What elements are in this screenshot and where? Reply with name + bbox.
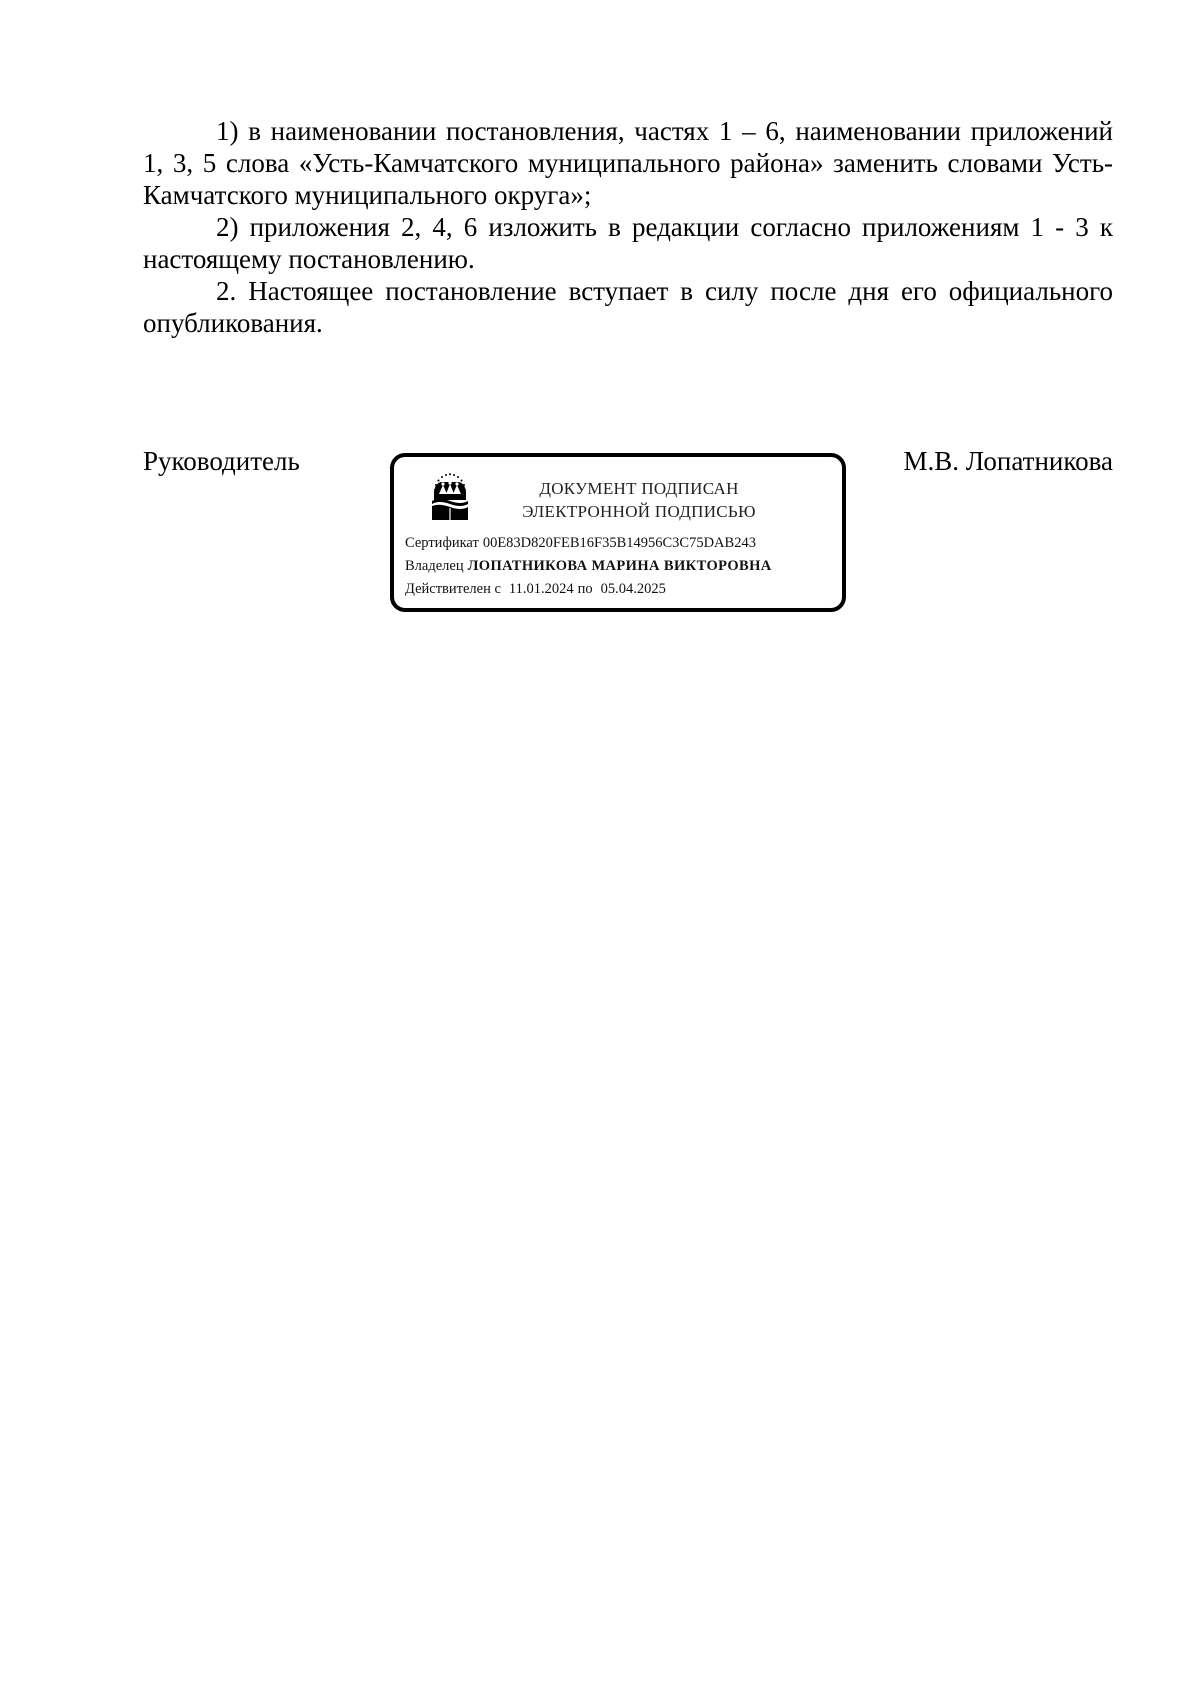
stamp-validity-row — [405, 578, 835, 601]
paragraph-item-1: 1) в наименовании постановления, частях 1 – 6, наименовании приложений 1, 3, 5 слова «Усть-Камчатского муниципального района» заменить словами Усть-Камчатского муниципального округа»; — [143, 116, 1113, 210]
certificate-value: 00E83D820FEB16F35B14956C3C75DAB243 — [482, 535, 756, 551]
paragraph-clause-2: 2. Настоящее постановление вступает в силу после дня его официального опубликования. — [143, 276, 1113, 338]
stamp-details — [405, 532, 835, 601]
valid-to: 05.04.2025 — [600, 581, 666, 597]
electronic-signature-stamp — [390, 453, 846, 612]
owner-label: Владелец — [405, 558, 464, 574]
valid-label: Действителен с — [405, 581, 501, 597]
document-body — [143, 115, 1113, 339]
stamp-certificate-row — [405, 532, 835, 555]
paragraph-item-2: 2) приложения 2, 4, 6 изложить в редакции согласно приложениям 1 - 3 к настоящему постановлению. — [143, 212, 1113, 274]
valid-to-label: по — [577, 581, 593, 597]
stamp-heading — [474, 477, 804, 523]
certificate-label: Сертификат — [405, 535, 479, 551]
stamp-owner-row — [405, 555, 835, 578]
signatory-name: М.В. Лопатникова — [903, 446, 1113, 476]
owner-value: ЛОПАТНИКОВА МАРИНА ВИКТОРОВНА — [467, 558, 772, 574]
signatory-position: Руководитель — [143, 446, 300, 476]
stamp-heading-line-2: ЭЛЕКТРОННОЙ ПОДПИСЬЮ — [522, 502, 756, 521]
coat-of-arms-icon — [429, 470, 471, 522]
valid-from: 11.01.2024 — [508, 581, 574, 597]
stamp-heading-line-1: ДОКУМЕНТ ПОДПИСАН — [539, 479, 739, 498]
